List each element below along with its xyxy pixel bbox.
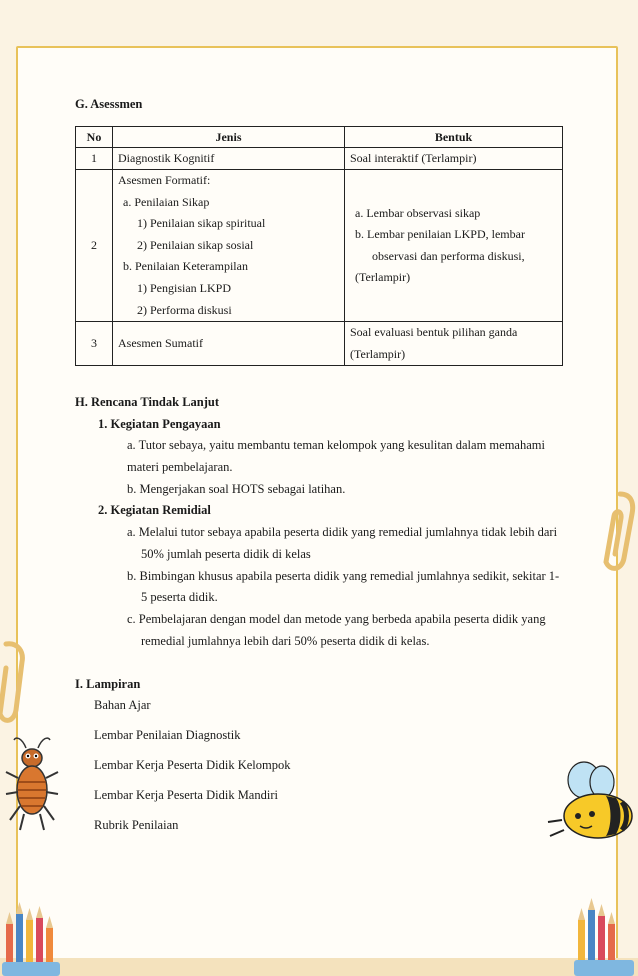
assessment-table xyxy=(75,126,563,366)
cell-no: 1 xyxy=(76,148,113,170)
section-g-title: G. Asessmen xyxy=(75,97,143,111)
list-item: observasi dan performa diskusi, xyxy=(372,248,525,263)
list-item: (Terlampir) xyxy=(355,270,411,285)
cell-no: 3 xyxy=(76,322,113,366)
list-item: Lembar Kerja Peserta Didik Mandiri xyxy=(94,788,278,802)
kegiatan-pengayaan-title: 1. Kegiatan Pengayaan xyxy=(98,417,221,431)
list-item: materi pembelajaran. xyxy=(127,460,233,474)
cell-jenis: Asesmen Sumatif xyxy=(113,322,345,366)
cell-bentuk: Soal interaktif (Terlampir) xyxy=(345,148,563,170)
list-item: Soal evaluasi bentuk pilihan ganda xyxy=(350,325,518,340)
list-item: Asesmen Formatif: xyxy=(118,173,211,187)
section-h-title: H. Rencana Tindak Lanjut xyxy=(75,395,220,409)
list-item: b. Bimbingan khusus apabila peserta didik yang remedial jumlahnya sedikit, sekitar 1- xyxy=(127,569,560,583)
list-item: 2) Performa diskusi xyxy=(137,302,232,317)
cell-bentuk xyxy=(345,322,563,366)
header-jenis: Jenis xyxy=(113,127,345,148)
list-item: a. Tutor sebaya, yaitu membantu teman kelompok yang kesulitan dalam memahami xyxy=(127,438,545,452)
cell-no: 2 xyxy=(76,170,113,322)
list-item: 50% jumlah peserta didik di kelas xyxy=(141,547,311,561)
table-row xyxy=(76,148,563,170)
list-item: 1) Penilaian sikap spiritual xyxy=(137,216,266,231)
table-row xyxy=(76,322,563,366)
section-i-title: I. Lampiran xyxy=(75,677,141,691)
list-item: b. Lembar penilaian LKPD, lembar xyxy=(355,227,525,242)
list-item: 5 peserta didik. xyxy=(141,590,218,604)
list-item: 1) Pengisian LKPD xyxy=(137,280,231,295)
cell-bentuk xyxy=(345,170,563,322)
list-item: 2) Penilaian sikap sosial xyxy=(137,237,254,252)
list-item: b. Penilaian Keterampilan xyxy=(123,259,248,274)
list-item: b. Mengerjakan soal HOTS sebagai latihan. xyxy=(127,482,346,496)
cell-jenis xyxy=(113,170,345,322)
cell-jenis: Diagnostik Kognitif xyxy=(113,148,345,170)
header-no: No xyxy=(76,127,113,148)
kegiatan-remidial-title: 2. Kegiatan Remidial xyxy=(98,503,211,517)
list-item: a. Melalui tutor sebaya apabila peserta didik yang remedial jumlahnya tidak lebih dari xyxy=(127,525,558,539)
list-item: a. Penilaian Sikap xyxy=(123,194,210,209)
list-item: c. Pembelajaran dengan model dan metode yang berbeda apabila peserta didik yang xyxy=(127,612,546,626)
header-bentuk: Bentuk xyxy=(345,127,563,148)
list-item: a. Lembar observasi sikap xyxy=(355,205,481,220)
list-item: Rubrik Penilaian xyxy=(94,818,179,832)
list-item: Lembar Kerja Peserta Didik Kelompok xyxy=(94,758,291,772)
list-item: Lembar Penilaian Diagnostik xyxy=(94,728,241,742)
table-header-row xyxy=(76,127,563,148)
table-row xyxy=(76,170,563,322)
list-item: Bahan Ajar xyxy=(94,698,151,712)
list-item: remedial jumlahnya lebih dari 50% peserta didik di kelas. xyxy=(141,634,430,648)
list-item: (Terlampir) xyxy=(350,346,406,361)
